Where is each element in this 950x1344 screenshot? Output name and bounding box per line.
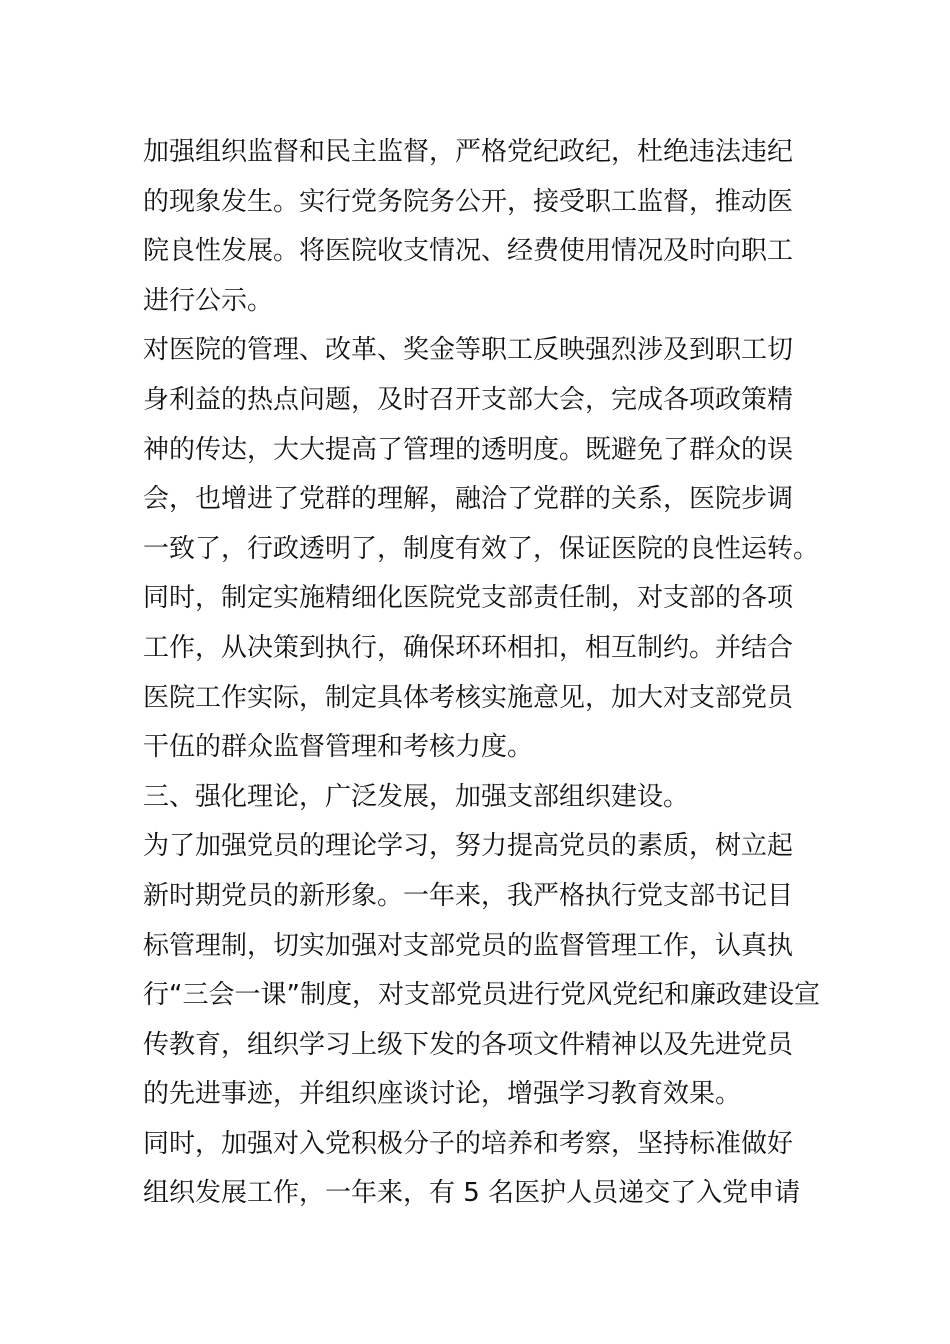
text-line: 院良性发展。将医院收支情况、经费使用情况及时向职工 [143,236,794,267]
text-line: 传教育，组织学习上级下发的各项文件精神以及先进党员 [143,1029,794,1060]
text-line: 医院工作实际，制定具体考核实施意见，加大对支部党员 [143,682,794,713]
text-line: 身利益的热点问题，及时召开支部大会，完成各项政策精 [143,384,794,415]
document-body [143,128,820,1219]
text-line: 的先进事迹，并组织座谈讨论，增强学习教育效果。 [143,1079,742,1110]
text-line: 同时，加强对入党积极分子的培养和考察，坚持标准做好 [143,1128,794,1159]
text-line: 行“三会一课”制度，对支部党员进行党风党纪和廉政建设宣 [143,980,820,1011]
text-line: 一致了，行政透明了，制度有效了，保证医院的良性运转。 [143,533,820,564]
text-line: 为了加强党员的理论学习，努力提高党员的素质，树立起 [143,831,794,862]
text-line: 神的传达，大大提高了管理的透明度。既避免了群众的误 [143,434,794,465]
text-line: 干伍的群众监督管理和考核力度。 [143,732,534,763]
text-line: 的现象发生。实行党务院务公开，接受职工监督，推动医 [143,186,794,217]
text-line: 新时期党员的新形象。一年来，我严格执行党支部书记目 [143,880,794,911]
text-line: 会，也增进了党群的理解，融洽了党群的关系，医院步调 [143,484,794,515]
text-line: 加强组织监督和民主监督，严格党纪政纪，杜绝违法违纪 [143,137,794,167]
section-heading: 三、强化理论，广泛发展，加强支部组织建设。 [143,781,690,812]
text-line: 组织发展工作，一年来，有 5 名医护人员递交了入党申请 [143,1178,801,1209]
text-line: 进行公示。 [143,285,274,316]
text-line: 同时，制定实施精细化医院党支部责任制，对支部的各项 [143,583,794,614]
text-line: 对医院的管理、改革、奖金等职工反映强烈涉及到职工切 [143,335,794,366]
text-line: 工作，从决策到执行，确保环环相扣，相互制约。并结合 [143,632,794,663]
text-line: 标管理制，切实加强对支部党员的监督管理工作，认真执 [143,930,794,961]
